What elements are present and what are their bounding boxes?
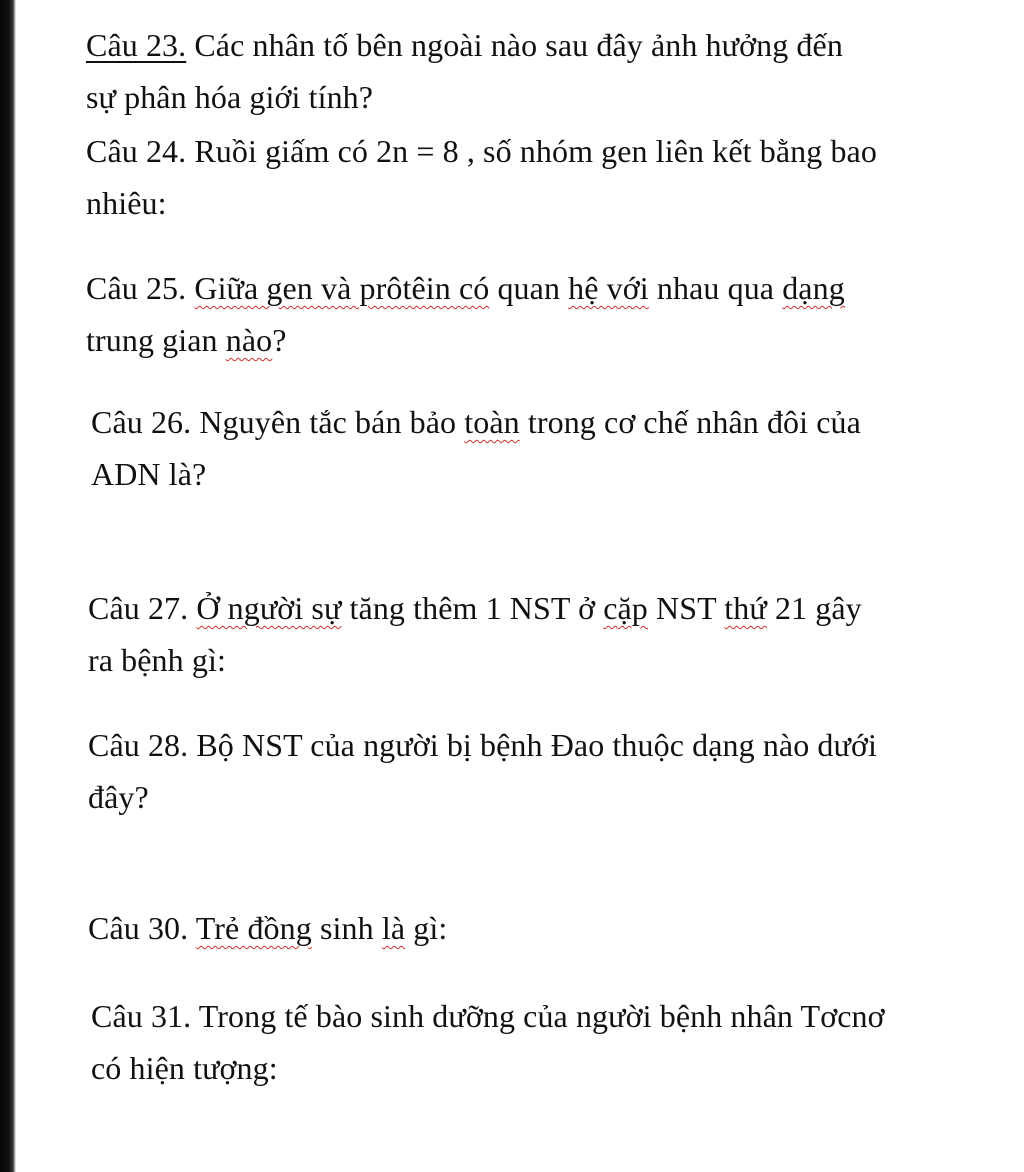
- question-26: [91, 396, 861, 500]
- question-25: [86, 262, 845, 366]
- question-30: [88, 902, 447, 954]
- question-30-line-1: [88, 902, 447, 954]
- photo-left-edge-shadow: [0, 0, 16, 1172]
- question-25-line-2-a: trung gian: [86, 322, 226, 358]
- question-26-seg-1: Câu 26. Nguyên tắc bán bảo: [91, 404, 465, 440]
- question-27-line-2: ra bệnh gì:: [88, 642, 226, 678]
- question-25-spellcheck-3: dạng: [782, 270, 845, 306]
- question-24-line-2: nhiêu:: [86, 185, 167, 221]
- question-27-seg-1: Câu 27.: [88, 590, 197, 626]
- question-30-seg-1: Câu 30.: [88, 910, 196, 946]
- question-25-line-2: [86, 314, 845, 366]
- question-25-seg-1: Câu 25.: [86, 270, 195, 306]
- question-27-seg-7: 21 gây: [766, 590, 862, 626]
- question-30-seg-5: gì:: [405, 910, 448, 946]
- question-25-seg-3: quan: [489, 270, 569, 306]
- question-25-spellcheck-1: Giữa gen và prôtêin có: [194, 270, 490, 306]
- question-23-line-2: sự phân hóa giới tính?: [86, 79, 374, 115]
- question-30-spellcheck-1: Trẻ đồng: [195, 910, 312, 946]
- question-23-label: Câu 23.: [86, 27, 187, 63]
- question-27-seg-3: tăng thêm 1 NST ở: [341, 590, 604, 626]
- question-27-spellcheck-1: Ở người sự: [196, 590, 342, 626]
- question-23-text: Các nhân tố bên ngoài nào sau đây ảnh hưởng đến: [186, 27, 843, 63]
- question-30-seg-3: sinh: [311, 910, 382, 946]
- question-28-line-2: đây?: [88, 779, 149, 815]
- question-23: [86, 19, 843, 123]
- question-31-line-2: có hiện tượng:: [91, 1050, 278, 1086]
- question-26-spellcheck-1: toàn: [464, 404, 520, 440]
- question-27-spellcheck-3: thứ: [724, 590, 767, 626]
- question-26-seg-3: trong cơ chế nhân đôi của: [519, 404, 861, 440]
- question-24: [86, 125, 877, 229]
- question-25-line-1: [86, 262, 845, 314]
- question-31: [91, 990, 885, 1094]
- question-26-line-2: ADN là?: [91, 456, 207, 492]
- question-27-line-1: [88, 582, 862, 634]
- question-31-line-1: Câu 31. Trong tế bào sinh dưỡng của người bệnh nhân Tơcnơ: [91, 998, 885, 1034]
- question-25-seg-5: nhau qua: [648, 270, 783, 306]
- question-26-line-1: [91, 396, 861, 448]
- question-27: [88, 582, 862, 686]
- question-25-spellcheck-4: nào: [225, 322, 273, 358]
- question-27-seg-5: NST: [647, 590, 725, 626]
- question-24-line-1: Câu 24. Ruồi giấm có 2n = 8 , số nhóm gen liên kết bằng bao: [86, 133, 877, 169]
- question-27-spellcheck-2: cặp: [603, 590, 648, 626]
- question-30-spellcheck-2: là: [381, 910, 406, 946]
- question-25-spellcheck-2: hệ với: [568, 270, 649, 306]
- question-28-line-1: Câu 28. Bộ NST của người bị bệnh Đao thuộc dạng nào dưới: [88, 727, 877, 763]
- question-23-line-1: [86, 19, 843, 71]
- question-25-line-2-c: ?: [272, 322, 287, 358]
- question-28: [88, 719, 877, 823]
